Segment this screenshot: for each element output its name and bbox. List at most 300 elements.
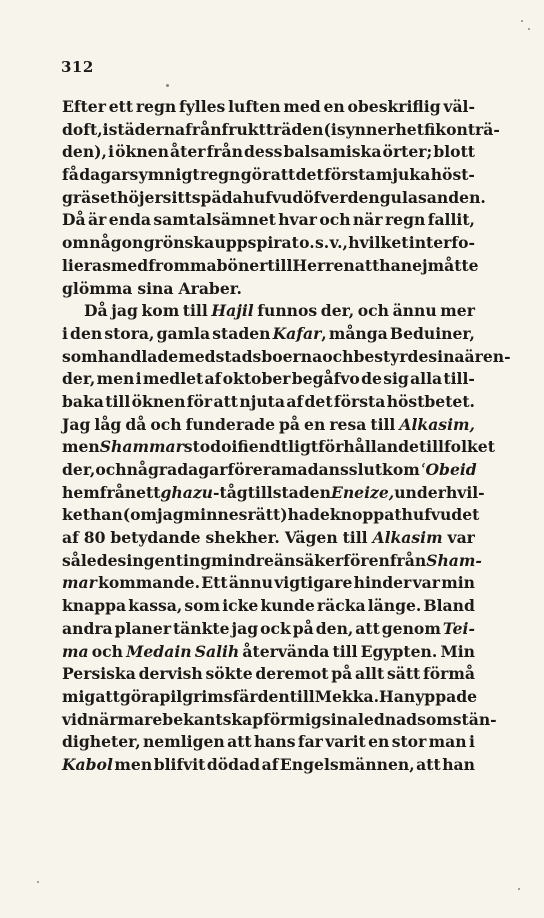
word: till- [443, 369, 475, 389]
word: planer [114, 618, 172, 638]
word: han [89, 505, 123, 525]
word: vigtigare [274, 573, 353, 593]
word: doft, [62, 119, 103, 139]
word: med [110, 255, 149, 275]
word: göra [119, 686, 160, 706]
word: någon [89, 233, 144, 253]
text-line [62, 164, 475, 187]
word: luften [228, 97, 281, 116]
word: till [105, 391, 131, 411]
word: alla [410, 369, 443, 389]
word: kunde [260, 596, 315, 616]
text-line [62, 709, 497, 732]
word: baka [62, 391, 104, 411]
word: och [150, 414, 182, 434]
word: af [204, 369, 222, 389]
word: der, [62, 369, 96, 389]
word: , [321, 323, 327, 343]
italic-word: Hajil [211, 301, 254, 321]
italic-word: Alkasim [372, 528, 443, 548]
word: några [126, 460, 178, 479]
word: under [394, 482, 446, 502]
word: till [289, 686, 315, 706]
word: mig [288, 709, 322, 729]
word: staden [212, 323, 271, 343]
word: bekantskap [162, 709, 264, 729]
text-line [62, 459, 475, 482]
text-line [62, 436, 495, 459]
text-line [62, 300, 475, 323]
word: jag [157, 505, 184, 525]
italic-word: Tei- [442, 618, 475, 638]
text-line [62, 346, 511, 369]
word: ären- [464, 346, 511, 366]
word: Efter [62, 97, 106, 116]
word: från [206, 142, 243, 162]
word: än [273, 550, 296, 570]
word: höstbetet. [386, 391, 475, 411]
word: 80 [83, 528, 106, 548]
word: från [389, 550, 427, 570]
word: för [343, 550, 369, 570]
word: på [331, 664, 353, 684]
word: i [102, 119, 109, 139]
word: bestyrde [353, 346, 429, 366]
word: o. [299, 233, 315, 253]
word: ännu [392, 301, 437, 321]
word: till [332, 641, 358, 661]
word: Då [84, 301, 108, 321]
word: till [182, 301, 208, 321]
word: och [357, 301, 389, 321]
word: mer [440, 301, 475, 321]
italic-word: Eneize, [330, 482, 395, 502]
word: han [379, 255, 413, 275]
word: pilgrimsfärden [159, 686, 290, 706]
word: återvända [242, 641, 330, 661]
word: Engelsmännen, [279, 754, 415, 774]
word: till [342, 528, 368, 548]
word: en [304, 414, 326, 434]
word: ymnigt [138, 165, 200, 185]
word: före [227, 460, 263, 479]
word: närmare [87, 709, 163, 729]
word: således [62, 550, 127, 570]
word: hans [253, 732, 296, 752]
text-line [62, 414, 475, 437]
word: då [125, 414, 147, 434]
word: hade [287, 505, 330, 525]
word: ock [260, 618, 291, 638]
word: hinder [353, 573, 412, 593]
body-text [62, 96, 511, 777]
word: Persiska [62, 664, 136, 684]
word: säker [295, 550, 344, 570]
word: låg [94, 414, 122, 434]
word: ett [108, 97, 134, 116]
word: för [186, 391, 213, 411]
word: var [412, 573, 440, 593]
word: fruktträden [221, 119, 324, 139]
word: slut [348, 460, 383, 479]
word-group [160, 482, 247, 505]
word: digheter, [62, 732, 141, 752]
word: stadsboerna [215, 346, 323, 366]
word: att [416, 754, 441, 774]
word: jag [231, 618, 259, 638]
word: hem [62, 482, 100, 502]
word: min [441, 573, 475, 593]
word: fikonträ- [423, 119, 500, 139]
word: hvilket [348, 233, 409, 253]
word: staden [272, 482, 331, 502]
text-line [62, 504, 480, 527]
word: höjer [117, 187, 163, 207]
word: kommande. [98, 573, 200, 593]
word: lieras [62, 255, 111, 275]
word: på [279, 414, 301, 434]
word: knoppat [329, 505, 402, 525]
word: ett [136, 482, 161, 502]
word: regn [199, 165, 241, 185]
italic-word: ʿObeid [419, 460, 477, 479]
word: ramadans [262, 460, 349, 479]
word: sätt [386, 664, 421, 684]
word: dervish [138, 664, 203, 684]
word: varit [325, 732, 366, 752]
word: lednadsomstän- [357, 709, 497, 729]
word: man [428, 732, 467, 752]
text-line [62, 686, 478, 709]
word: dödad [206, 754, 261, 774]
word: funnos [257, 301, 318, 321]
word: tänkte [172, 618, 230, 638]
word: Bland [423, 596, 475, 616]
word: mindre [211, 550, 274, 570]
word: Min [440, 641, 475, 661]
italic-word: ghazu [160, 482, 214, 502]
italic-word: Sham- [426, 550, 482, 570]
word: grönska [143, 233, 215, 253]
word: knappa [62, 596, 127, 616]
word: till [418, 437, 444, 457]
word: om [62, 233, 89, 253]
word: v., [329, 233, 348, 253]
word: af [62, 528, 79, 548]
word: genom [381, 618, 441, 638]
word: stora, [104, 323, 155, 343]
word: som [62, 346, 98, 366]
word: blott [433, 142, 475, 162]
word: sig [383, 369, 409, 389]
word: andra [62, 618, 113, 638]
word: med [283, 97, 321, 116]
print-speck [37, 881, 39, 883]
word: sanden. [418, 187, 486, 207]
word: första [324, 165, 376, 185]
word: mjuka [375, 165, 431, 185]
text-line [62, 187, 486, 210]
word: många [328, 323, 388, 343]
word: (om [122, 505, 157, 525]
italic-word: Shammar [99, 437, 184, 457]
text-line [62, 141, 475, 164]
word: och [91, 641, 123, 661]
word: fylles [179, 97, 226, 116]
word: ingenting [126, 550, 212, 570]
word: den, [315, 618, 354, 638]
text-line [62, 391, 475, 414]
word: höst- [430, 165, 475, 185]
word: men [114, 754, 153, 774]
print-speck [521, 20, 523, 22]
word: oktober [222, 369, 291, 389]
word: fiendtligt [237, 437, 319, 457]
word: den), [62, 142, 107, 162]
italic-word: Medain [126, 641, 192, 661]
word: Beduiner, [389, 323, 475, 343]
word: i [135, 369, 142, 389]
word: den [70, 323, 103, 343]
word: en [323, 97, 345, 116]
word: dagar [177, 460, 228, 479]
word: en [368, 550, 390, 570]
word: Herren [292, 255, 355, 275]
word: i [231, 437, 238, 457]
word: men [62, 437, 100, 457]
word: ännu [228, 573, 273, 593]
word: till [247, 482, 273, 502]
word: balsamiska [283, 142, 382, 162]
word: vid [62, 709, 88, 729]
word: funderade [185, 414, 275, 434]
text-line [62, 663, 475, 686]
word: att [227, 732, 252, 752]
word: i [468, 732, 475, 752]
word: Då [62, 210, 86, 230]
italic-word: mar [62, 573, 97, 593]
word: mig [62, 686, 96, 706]
word: kom [141, 301, 180, 321]
word: (isynnerhet [323, 119, 424, 139]
italic-word: Kabol [62, 754, 113, 774]
word: men [96, 369, 135, 389]
text-line [62, 278, 475, 301]
word: stor [391, 732, 427, 752]
word: att [270, 165, 296, 185]
word: icke [222, 596, 259, 616]
word: och [319, 210, 351, 230]
word: regn [384, 210, 426, 230]
word: hufvud [242, 187, 304, 207]
text-line [62, 595, 475, 618]
text-line [62, 618, 475, 641]
word: blifvit [153, 754, 206, 774]
word: folket [443, 437, 495, 457]
text-line [62, 119, 500, 142]
word: handlade [97, 346, 179, 366]
word: af [286, 391, 304, 411]
word: regn [135, 97, 177, 116]
text-line [62, 731, 475, 754]
word: jag [111, 301, 138, 321]
word: första [333, 391, 386, 411]
word: af [261, 754, 279, 774]
word: Ett [201, 573, 228, 593]
word: nemligen [142, 732, 225, 752]
word: och [322, 346, 354, 366]
italic-word: Kafar [272, 323, 322, 343]
word: Egypten. [360, 641, 438, 661]
word: gräset [62, 187, 118, 207]
word: att [95, 686, 120, 706]
word: medlet [142, 369, 204, 389]
word: öknen [115, 142, 169, 162]
word: -tåg [213, 482, 248, 502]
word: enda [108, 210, 151, 230]
italic-word: Salih [194, 641, 240, 661]
word: resa [329, 414, 367, 434]
word: ej [412, 255, 428, 275]
word: gula [379, 187, 419, 207]
word: rätt) [247, 505, 288, 525]
print-speck [518, 888, 520, 890]
word: gamla [156, 323, 211, 343]
text-line [62, 209, 475, 232]
word: de [361, 369, 382, 389]
word: örter; [382, 142, 433, 162]
word: öfver [303, 187, 348, 207]
word: det [295, 165, 324, 185]
word: Han [379, 686, 416, 706]
word: minnes [183, 505, 248, 525]
word: räcka [316, 596, 366, 616]
word: sina [428, 346, 465, 366]
text-line [62, 96, 475, 119]
word: sökte [205, 664, 253, 684]
word: dagars [79, 165, 139, 185]
word: Vägen [284, 528, 338, 548]
text-line [62, 641, 475, 664]
word: hvil- [445, 482, 485, 502]
word: der, [320, 301, 355, 321]
word: och [95, 460, 127, 479]
word: öknen [131, 391, 186, 411]
word: allt [355, 664, 385, 684]
word: dess [244, 142, 283, 162]
word: der, [62, 460, 96, 479]
word: Araber. [178, 278, 242, 298]
word: förhållande [318, 437, 419, 457]
word: njuta [239, 391, 285, 411]
word: i [108, 142, 115, 162]
word: späda [191, 187, 243, 207]
text-line [62, 527, 475, 550]
word: det [304, 391, 333, 411]
word: till [370, 414, 396, 434]
word: i [62, 323, 68, 343]
text-line [62, 572, 475, 595]
text-line [62, 255, 479, 278]
word: är [88, 210, 107, 230]
word: kassa, [128, 596, 183, 616]
word: åter [170, 142, 206, 162]
text-line [62, 754, 475, 777]
word: Jag [62, 414, 91, 434]
word: shekher. [205, 528, 280, 548]
word: få [62, 165, 79, 185]
word: för [263, 709, 289, 729]
word: länge. [367, 596, 422, 616]
text-line [62, 482, 485, 505]
word: han [442, 754, 475, 774]
italic-word: Alkasim, [399, 414, 475, 434]
page-number: 312 [61, 58, 94, 76]
word: när [352, 210, 383, 230]
text-line [62, 550, 482, 573]
word: ket [62, 505, 90, 525]
word: att [213, 391, 238, 411]
word: på [292, 618, 314, 638]
word: fromma [148, 255, 217, 275]
word: väl- [443, 97, 475, 116]
word: fallit, [427, 210, 475, 230]
word: var [447, 528, 475, 548]
word: med [178, 346, 216, 366]
word: glömma [62, 278, 133, 298]
word: interfo- [408, 233, 475, 253]
word: den [347, 187, 380, 207]
word: samtalsämnet [153, 210, 276, 230]
text-line [62, 323, 475, 346]
word: sina [321, 709, 358, 729]
word: måtte [427, 255, 479, 275]
word: far [297, 732, 323, 752]
italic-word: ma [62, 641, 89, 661]
word: en [368, 732, 390, 752]
word: från [99, 482, 137, 502]
text-line [62, 232, 475, 255]
word: uppspirat [214, 233, 299, 253]
word: kom [382, 460, 420, 479]
word: gör [240, 165, 271, 185]
word: stodo [183, 437, 232, 457]
word: hufvudet [401, 505, 480, 525]
word: som [184, 596, 221, 616]
print-speck [166, 84, 169, 87]
word: hvar [278, 210, 317, 230]
word-group [273, 323, 327, 346]
word: Mekka. [314, 686, 380, 706]
word: förmå [423, 664, 475, 684]
word: städerna [108, 119, 186, 139]
word: begåfvo [291, 369, 360, 389]
word: yppade [415, 686, 478, 706]
word: obeskriflig [347, 97, 441, 116]
word: s. [315, 233, 330, 253]
word: från [185, 119, 222, 139]
text-line [62, 368, 475, 391]
word: att [355, 618, 380, 638]
word: betydande [110, 528, 201, 548]
word: böner [216, 255, 268, 275]
word: till [267, 255, 293, 275]
word: sina [137, 278, 174, 298]
word: deremot [255, 664, 329, 684]
word: sitt [162, 187, 192, 207]
word: att [354, 255, 380, 275]
print-speck [528, 28, 530, 30]
